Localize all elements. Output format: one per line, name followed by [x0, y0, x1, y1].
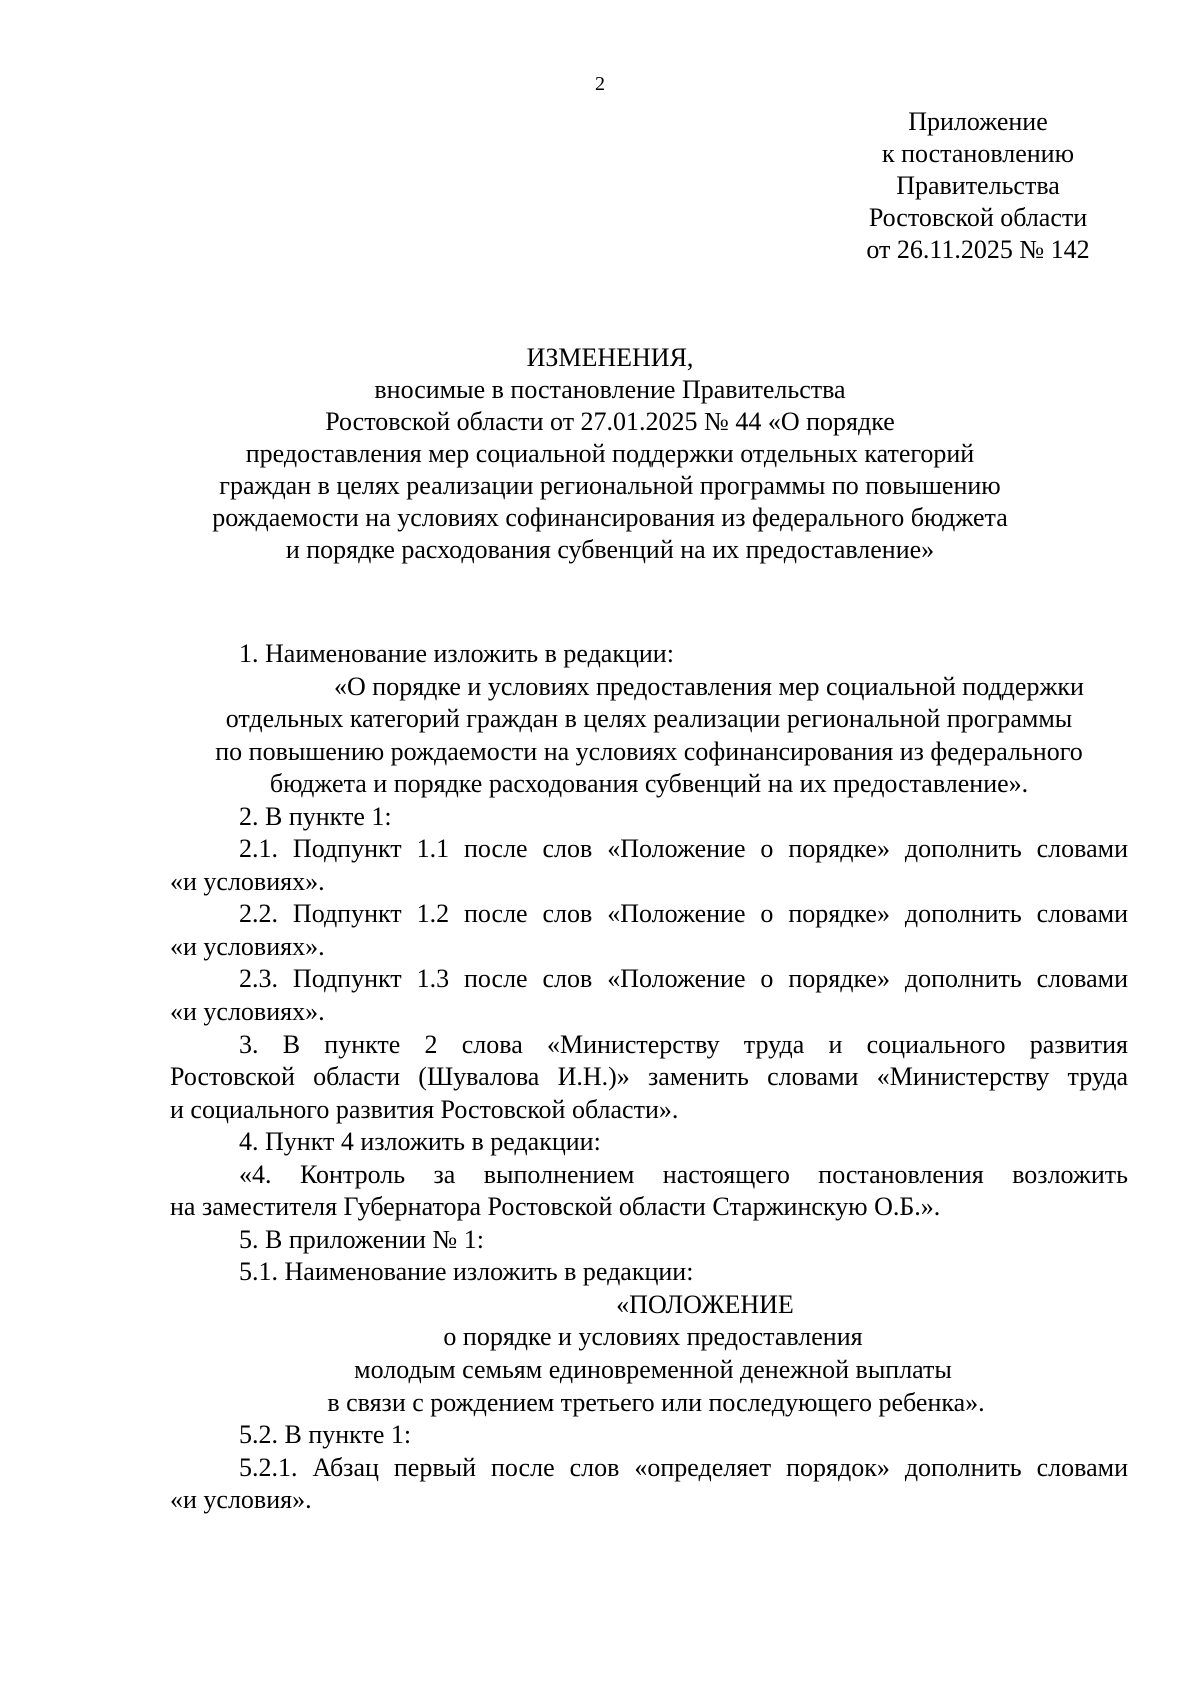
title-line: предоставления мер социальной поддержки отдельных категорий [245, 439, 975, 468]
paragraph-2-3-line-1: 2.3. Подпункт 1.3 после слов «Положение о порядке» дополнить словами [239, 964, 1128, 994]
paragraph-5-2-1-line-1: 5.2.1. Абзац первый после слов «определяет порядок» дополнить словами [239, 1452, 1128, 1482]
paragraph-2: 2. В пункте 1: [239, 801, 392, 831]
paragraph-2-3-line-2: «и условиях». [170, 997, 325, 1027]
document-body [170, 638, 1128, 1517]
quote-line: бюджета и порядке расходования субвенций на их предоставление». [269, 769, 1029, 799]
paragraph-5: 5. В приложении № 1: [239, 1224, 484, 1254]
paragraph-2-1-line-1: 2.1. Подпункт 1.1 после слов «Положение о порядке» дополнить словами [239, 834, 1128, 864]
position-title-line: в связи с рождением третьего или последующего ребенка». [327, 1387, 985, 1417]
paragraph-2-2-line-2: «и условиях». [170, 931, 325, 961]
paragraph-4-quote-line-1: «4. Контроль за выполнением настоящего постановления возложить [239, 1159, 1128, 1189]
title-line: рождаемости на условиях софинансирования из федерального бюджета [212, 503, 1008, 532]
quote-line: «О порядке и условиях предоставления мер социальной поддержки [334, 671, 1084, 701]
position-title-line: молодым семьям единовременной денежной выплаты [354, 1355, 952, 1385]
quote-line: отдельных категорий граждан в целях реализации региональной программы [225, 704, 1073, 734]
appendix-line: к постановлению [881, 139, 1075, 168]
quote-line: по повышению рождаемости на условиях софинансирования из федерального [215, 736, 1083, 766]
document-title [150, 342, 1070, 566]
appendix-line: от 26.11.2025 № 142 [866, 235, 1090, 264]
page-number: 2 [595, 73, 605, 95]
position-title-line: о порядке и условиях предоставления [443, 1322, 863, 1352]
paragraph-5-1: 5.1. Наименование изложить в редакции: [239, 1257, 694, 1287]
paragraph-3-line-2: Ростовской области (Шувалова И.Н.)» заменить словами «Министерству труда [170, 1062, 1128, 1092]
paragraph-3-line-3: и социального развития Ростовской области». [170, 1094, 679, 1124]
appendix-line: Ростовской области [868, 203, 1088, 232]
paragraph-1: 1. Наименование изложить в редакции: [239, 639, 674, 668]
appendix-header [828, 106, 1128, 266]
paragraph-5-2-1-line-2: «и условия». [170, 1485, 312, 1515]
position-title-line: «ПОЛОЖЕНИЕ [616, 1289, 794, 1319]
appendix-line: Приложение [908, 107, 1048, 136]
paragraph-3-line-1: 3. В пункте 2 слова «Министерству труда и социального развития [239, 1029, 1128, 1059]
appendix-line: Правительства [896, 171, 1060, 200]
title-line: граждан в целях реализации региональной программы по повышению [219, 471, 1001, 500]
title-line: и порядке расходования субвенций на их предоставление» [285, 535, 935, 564]
paragraph-2-1-line-2: «и условиях». [170, 866, 325, 896]
position-title [170, 1289, 1128, 1419]
title-line: Ростовской области от 27.01.2025 № 44 «О порядке [325, 407, 895, 436]
paragraph-4: 4. Пункт 4 изложить в редакции: [239, 1127, 601, 1157]
quoted-name-1 [170, 671, 1128, 801]
title-line: вносимые в постановление Правительства [374, 375, 846, 404]
paragraph-5-2: 5.2. В пункте 1: [239, 1420, 412, 1450]
paragraph-2-2-line-1: 2.2. Подпункт 1.2 после слов «Положение о порядке» дополнить словами [239, 899, 1128, 929]
title-heading: ИЗМЕНЕНИЯ, [526, 343, 694, 372]
paragraph-4-quote-line-2: на заместителя Губернатора Ростовской области Старжинскую О.Б.». [170, 1192, 941, 1222]
